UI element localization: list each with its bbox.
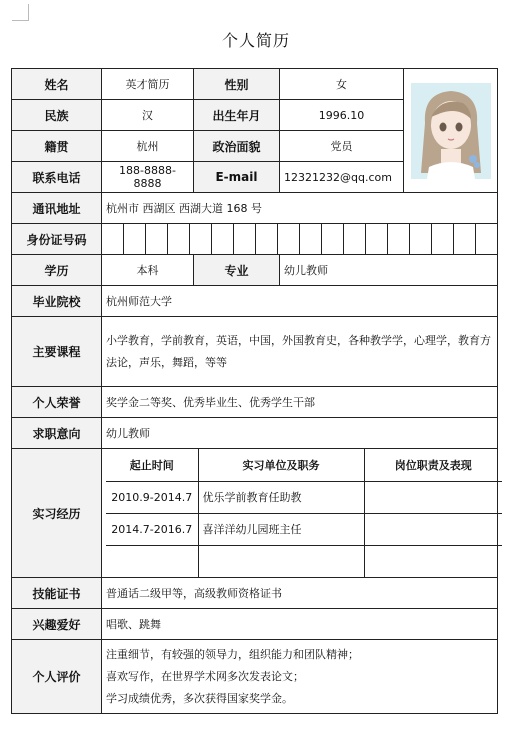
email-label: E-mail [194, 162, 280, 193]
row-courses [12, 317, 498, 387]
ethnicity-value: 汉 [102, 100, 194, 131]
row-address [12, 193, 498, 224]
education-value: 本科 [102, 255, 194, 286]
school-label: 毕业院校 [12, 286, 102, 317]
name-label: 姓名 [12, 69, 102, 100]
unit-cell [198, 545, 364, 577]
row-id [12, 224, 498, 255]
internship-label: 实习经历 [12, 449, 102, 578]
hobbies-value: 唱歌、跳舞 [102, 609, 498, 640]
row-internship [12, 449, 498, 578]
header-period: 起止时间 [106, 449, 198, 481]
hobbies-label: 兴趣爱好 [12, 609, 102, 640]
id-digit-box [190, 224, 212, 254]
major-label: 专业 [194, 255, 280, 286]
id-digit-box [476, 224, 497, 254]
id-digit-box [322, 224, 344, 254]
id-digit-box [234, 224, 256, 254]
id-number-boxes [102, 224, 498, 255]
native-label: 籍贯 [12, 131, 102, 162]
skills-label: 技能证书 [12, 578, 102, 609]
phone-label: 联系电话 [12, 162, 102, 193]
courses-value: 小学教育，学前教育，英语，中国，外国教育史，各种教学学，心理学，教育方法论，声乐，舞蹈，等等 [102, 317, 498, 387]
table-row [106, 513, 502, 545]
page-corner-mark [12, 4, 29, 21]
table-row [106, 545, 502, 577]
page-title: 个人简历 [221, 31, 290, 50]
unit-cell: 喜洋洋幼儿园班主任 [198, 513, 364, 545]
row-education [12, 255, 498, 286]
period-cell [106, 545, 198, 577]
political-value: 党员 [280, 131, 404, 162]
id-digit-box [366, 224, 388, 254]
name-value: 英才简历 [102, 69, 194, 100]
duty-cell [364, 481, 502, 513]
photo-cell [404, 69, 498, 193]
honors-value: 奖学金二等奖、优秀毕业生、优秀学生干部 [102, 387, 498, 418]
id-digit-box [168, 224, 190, 254]
row-honors [12, 387, 498, 418]
evaluation-line: 注重细节，有较强的领导力，组织能力和团队精神； [106, 647, 359, 661]
period-cell: 2014.7-2016.7 [106, 513, 198, 545]
political-label: 政治面貌 [194, 131, 280, 162]
intent-value: 幼儿教师 [102, 418, 498, 449]
id-digit-box [212, 224, 234, 254]
row-intent [12, 418, 498, 449]
header-duty: 岗位职责及表现 [364, 449, 502, 481]
row-skills [12, 578, 498, 609]
address-label: 通讯地址 [12, 193, 102, 224]
period-cell: 2010.9-2014.7 [106, 481, 198, 513]
courses-label: 主要课程 [12, 317, 102, 387]
row-name [12, 69, 498, 100]
id-digit-box [278, 224, 300, 254]
id-digit-box [344, 224, 366, 254]
duty-cell [364, 545, 502, 577]
birth-value: 1996.10 [280, 100, 404, 131]
address-value: 杭州市 西湖区 西湖大道 168 号 [102, 193, 498, 224]
evaluation-value [102, 640, 498, 714]
id-digit-box [388, 224, 410, 254]
id-digit-box [256, 224, 278, 254]
ethnicity-label: 民族 [12, 100, 102, 131]
education-label: 学历 [12, 255, 102, 286]
birth-label: 出生年月 [194, 100, 280, 131]
id-digit-box [124, 224, 146, 254]
honors-label: 个人荣誉 [12, 387, 102, 418]
id-digit-box [432, 224, 454, 254]
intent-label: 求职意向 [12, 418, 102, 449]
phone-value: 188-8888-8888 [102, 162, 194, 193]
school-value: 杭州师范大学 [102, 286, 498, 317]
avatar-illustration-icon [411, 83, 491, 179]
gender-label: 性别 [194, 69, 280, 100]
id-digit-box [102, 224, 124, 254]
avatar [411, 83, 491, 179]
evaluation-label: 个人评价 [12, 640, 102, 714]
gender-value: 女 [280, 69, 404, 100]
skills-value: 普通话二级甲等，高级教师资格证书 [102, 578, 498, 609]
native-value: 杭州 [102, 131, 194, 162]
internship-table-cell [102, 449, 498, 578]
unit-cell: 优乐学前教育任助教 [198, 481, 364, 513]
internship-header-row [106, 449, 502, 481]
evaluation-line: 喜欢写作，在世界学术网多次发表论文； [106, 669, 304, 683]
id-label: 身份证号码 [12, 224, 102, 255]
row-school [12, 286, 498, 317]
id-digit-box [410, 224, 432, 254]
resume-table [11, 68, 498, 714]
duty-cell [364, 513, 502, 545]
row-hobbies [12, 609, 498, 640]
id-digit-box [300, 224, 322, 254]
major-value: 幼儿教师 [280, 255, 498, 286]
evaluation-line: 学习成绩优秀，多次获得国家奖学金。 [106, 691, 293, 705]
row-evaluation [12, 640, 498, 714]
internship-table [106, 449, 502, 577]
id-digit-box [146, 224, 168, 254]
id-digit-box [454, 224, 476, 254]
table-row [106, 481, 502, 513]
header-unit: 实习单位及职务 [198, 449, 364, 481]
email-value: 12321232@qq.com [280, 162, 404, 193]
